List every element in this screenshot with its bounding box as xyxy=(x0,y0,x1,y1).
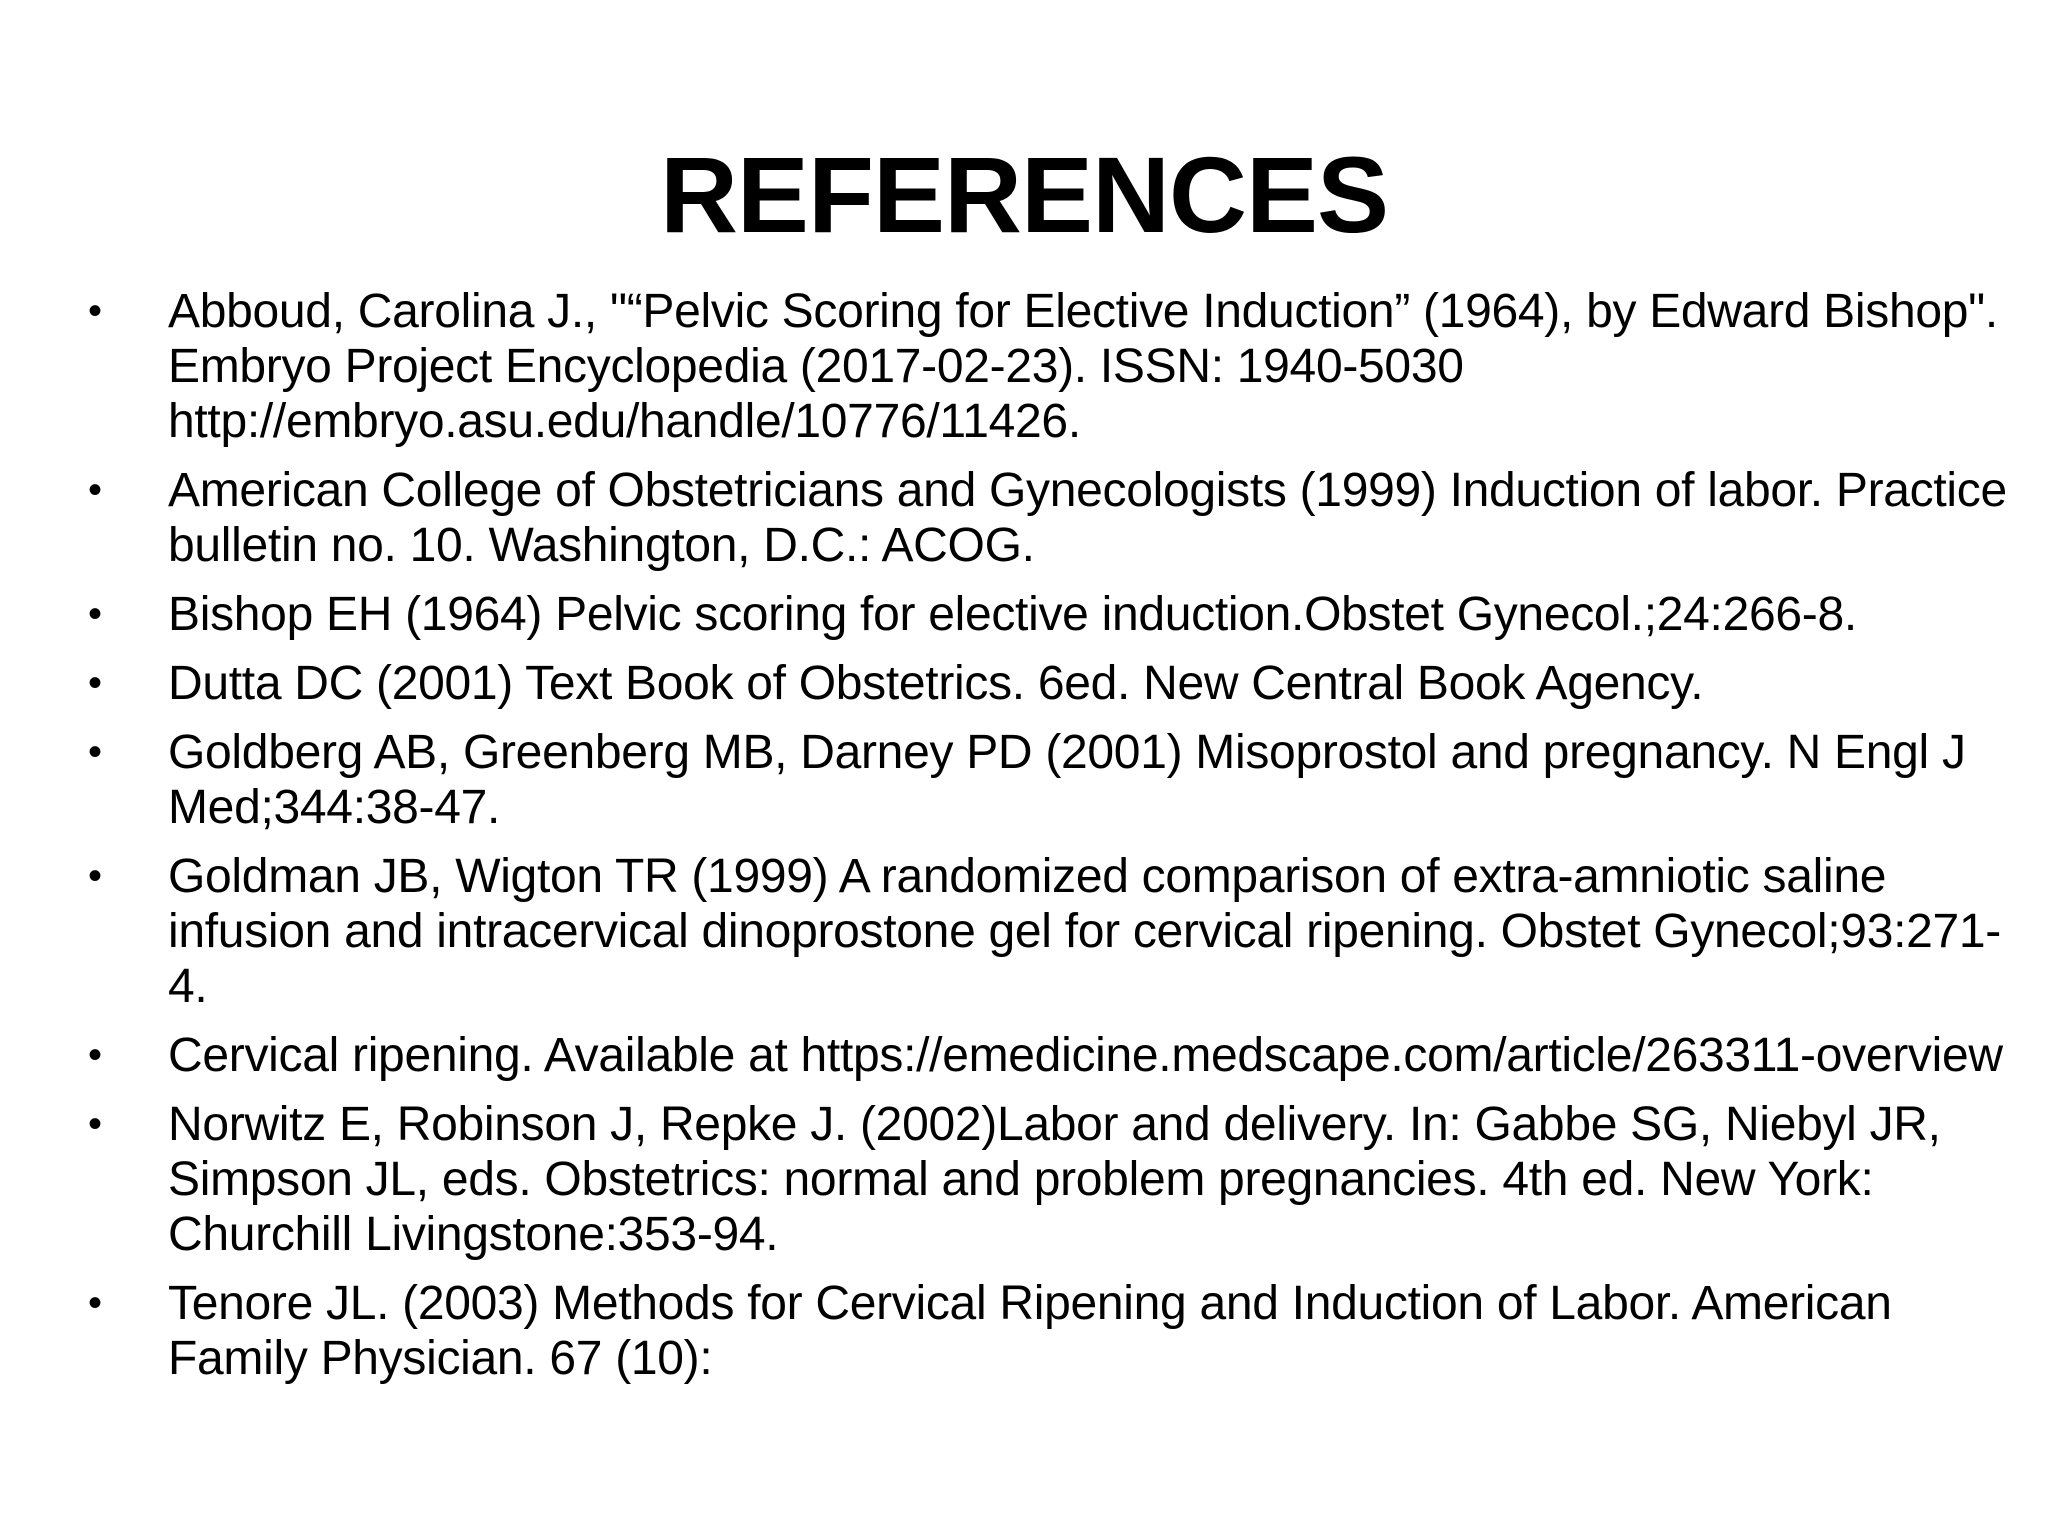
reference-item xyxy=(88,284,2008,449)
reference-text: American College of Obstetricians and Gynecologists (1999) Induction of labor. Practice bulletin no. 10. Washington, D.C.: ACOG. xyxy=(168,464,2007,572)
reference-item xyxy=(88,1276,2008,1386)
bullet-icon: • xyxy=(88,1033,102,1077)
reference-text: Dutta DC (2001) Text Book of Obstetrics. 6ed. New Central Book Agency. xyxy=(168,657,1704,710)
bullet-icon: • xyxy=(88,854,102,898)
bullet-icon: • xyxy=(88,1281,102,1325)
slide-title: REFERENCES xyxy=(659,134,1389,255)
bullet-icon: • xyxy=(88,592,102,636)
bullet-icon: • xyxy=(88,468,102,512)
reference-text: Goldberg AB, Greenberg MB, Darney PD (2001) Misoprostol and pregnancy. N Engl J Med;344:38-47. xyxy=(168,726,1966,834)
bullet-icon: • xyxy=(88,730,102,774)
reference-text: Tenore JL. (2003) Methods for Cervical Ripening and Induction of Labor. American Family Physician. 67 (10): xyxy=(168,1277,1892,1385)
reference-text: Bishop EH (1964) Pelvic scoring for elective induction.Obstet Gynecol.;24:266-8. xyxy=(168,588,1857,641)
bullet-icon: • xyxy=(88,661,102,705)
reference-text: Goldman JB, Wigton TR (1999) A randomized comparison of extra-amniotic saline infusion and intracervical dinoprostone gel for cervical ripening. Obstet Gynecol;93:271-4. xyxy=(168,850,2001,1013)
reference-list xyxy=(88,284,2008,1400)
reference-item xyxy=(88,725,2008,835)
reference-text: Norwitz E, Robinson J, Repke J. (2002)Labor and delivery. In: Gabbe SG, Niebyl JR, Simpson JL, eds. Obstetrics: normal and problem pregnancies. 4th ed. New York: Churchill Livingstone:353-94. xyxy=(168,1098,1941,1261)
reference-item xyxy=(88,656,2008,711)
reference-text: Cervical ripening. Available at https://emedicine.medscape.com/article/263311-overview xyxy=(168,1029,2003,1082)
reference-item xyxy=(88,1028,2008,1083)
reference-item xyxy=(88,1097,2008,1262)
reference-item xyxy=(88,587,2008,642)
reference-text: Abboud, Carolina J., "“Pelvic Scoring for Elective Induction” (1964), by Edward Bishop". Embryo Project Encyclopedia (2017-02-23). ISSN: 1940-5030 http://embryo.asu.edu/handle/10776/11426. xyxy=(168,285,1998,448)
bullet-icon: • xyxy=(88,1102,102,1146)
reference-item xyxy=(88,849,2008,1014)
reference-item xyxy=(88,463,2008,573)
bullet-icon: • xyxy=(88,289,102,333)
